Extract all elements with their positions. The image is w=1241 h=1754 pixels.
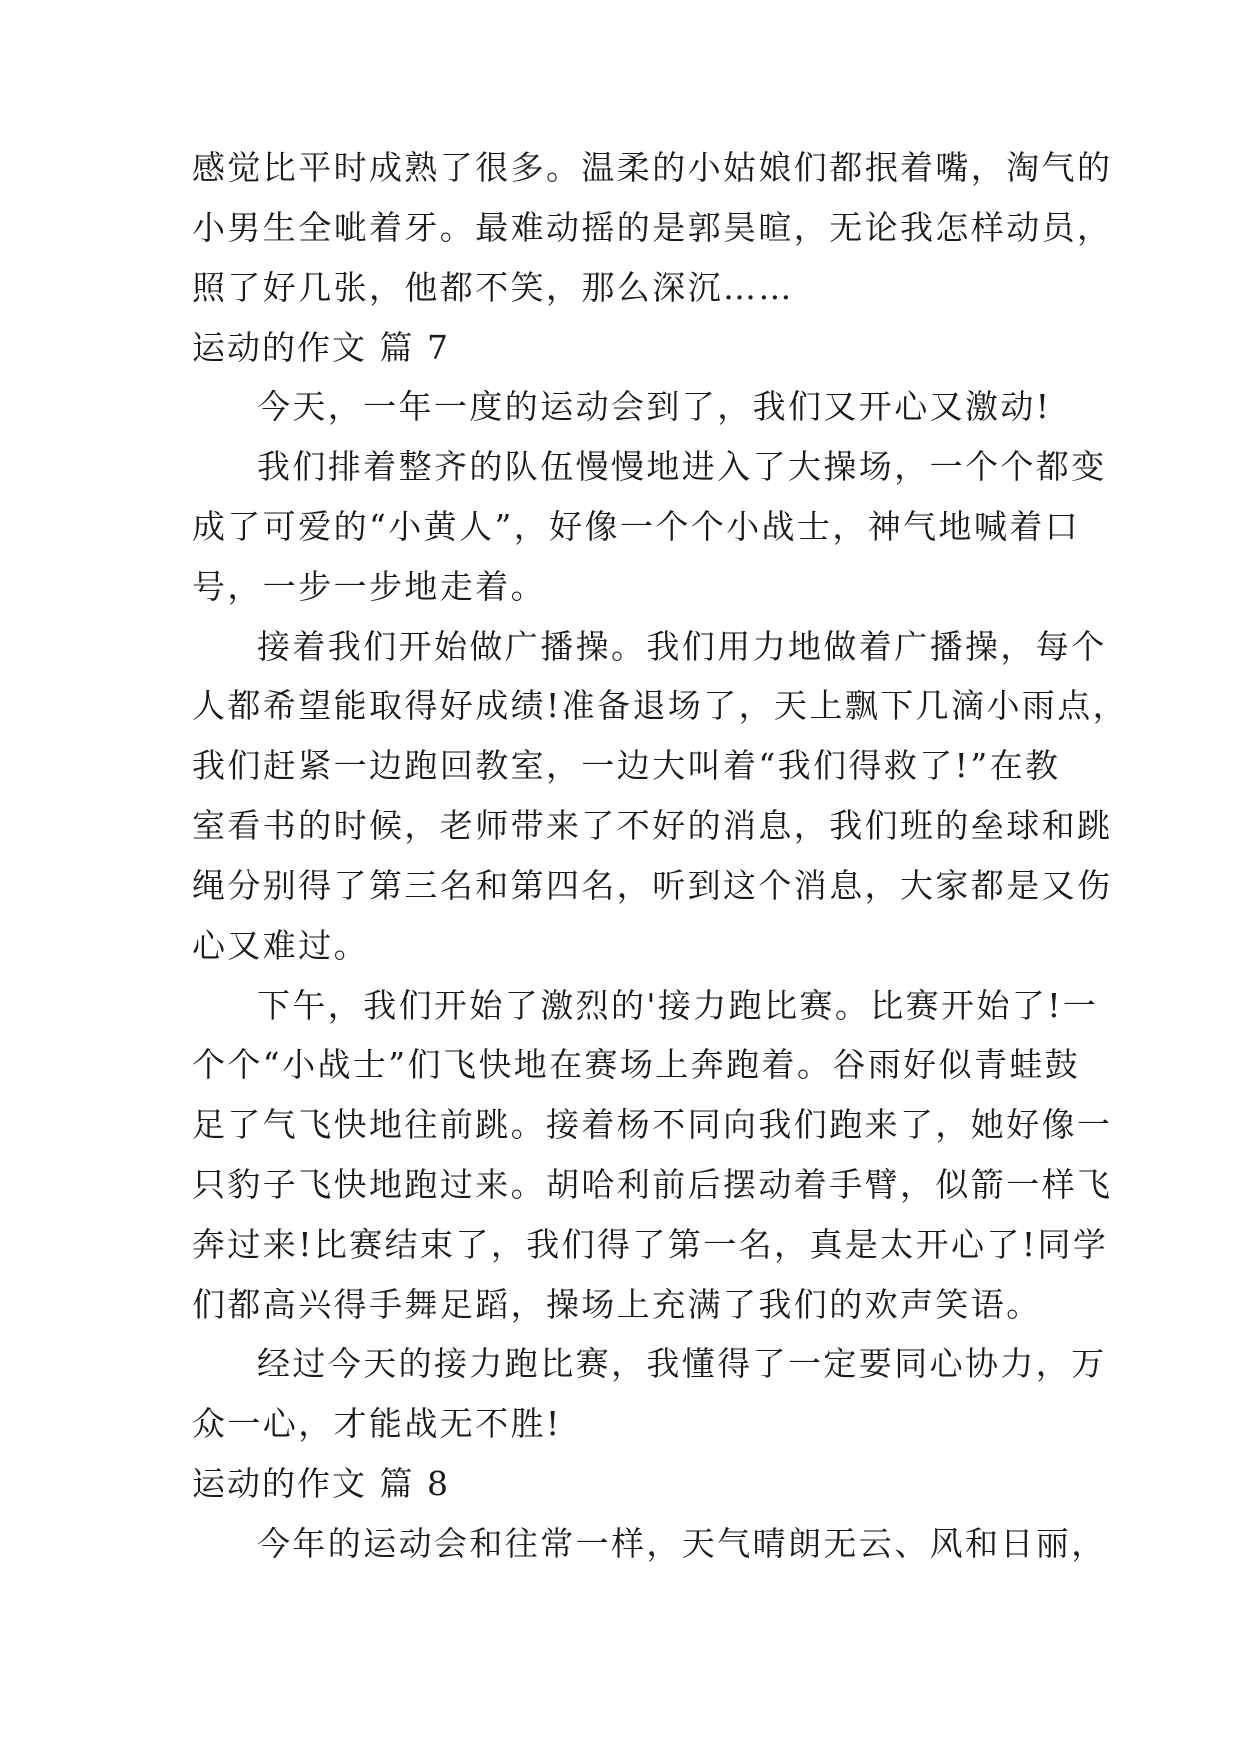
text-line: 成了可爱的“小黄人”，好像一个个小战士，神气地喊着口	[192, 507, 1081, 546]
text-line: 只豹子飞快地跑过来。胡哈利前后摆动着手臂，似箭一样飞	[192, 1165, 1113, 1204]
text-line: 人都希望能取得好成绩!准备退场了，天上飘下几滴小雨点，	[192, 686, 1129, 725]
text-line: 室看书的时候，老师带来了不好的消息，我们班的垒球和跳	[192, 806, 1113, 845]
section-heading: 运动的作文 篇 7	[192, 328, 450, 367]
text-line: 号，一步一步地走着。	[192, 567, 546, 606]
text-line: 心又难过。	[192, 926, 369, 965]
text-line: 们都高兴得手舞足蹈，操场上充满了我们的欢声笑语。	[192, 1285, 1042, 1324]
text-line: 今年的运动会和往常一样，天气晴朗无云、风和日丽，	[257, 1524, 1107, 1563]
text-line: 我们赶紧一边跑回教室，一边大叫着“我们得救了!”在教	[192, 746, 1061, 785]
text-line: 下午，我们开始了激烈的'接力跑比赛。比赛开始了!一	[257, 986, 1099, 1025]
text-line: 照了好几张，他都不笑，那么深沉……	[192, 268, 794, 307]
text-line: 经过今天的接力跑比赛，我懂得了一定要同心协力，万	[257, 1344, 1107, 1383]
text-line: 感觉比平时成熟了很多。温柔的小姑娘们都抿着嘴，淘气的	[192, 148, 1113, 187]
text-line: 足了气飞快地往前跳。接着杨不同向我们跑来了，她好像一	[192, 1105, 1113, 1144]
text-line: 绳分别得了第三名和第四名，听到这个消息，大家都是又伤	[192, 866, 1113, 905]
text-line: 奔过来!比赛结束了，我们得了第一名，真是太开心了!同学	[192, 1225, 1109, 1264]
text-line: 我们排着整齐的队伍慢慢地进入了大操场，一个个都变	[257, 447, 1107, 486]
text-line: 众一心，才能战无不胜!	[192, 1404, 562, 1443]
text-line: 接着我们开始做广播操。我们用力地做着广播操，每个	[257, 627, 1107, 666]
section-heading: 运动的作文 篇 8	[192, 1464, 450, 1503]
text-line: 个个“小战士”们飞快地在赛场上奔跑着。谷雨好似青蛙鼓	[192, 1045, 1081, 1084]
text-line: 今天，一年一度的运动会到了，我们又开心又激动!	[257, 387, 1052, 426]
text-line: 小男生全呲着牙。最难动摇的是郭昊暄，无论我怎样动员，	[192, 208, 1113, 247]
